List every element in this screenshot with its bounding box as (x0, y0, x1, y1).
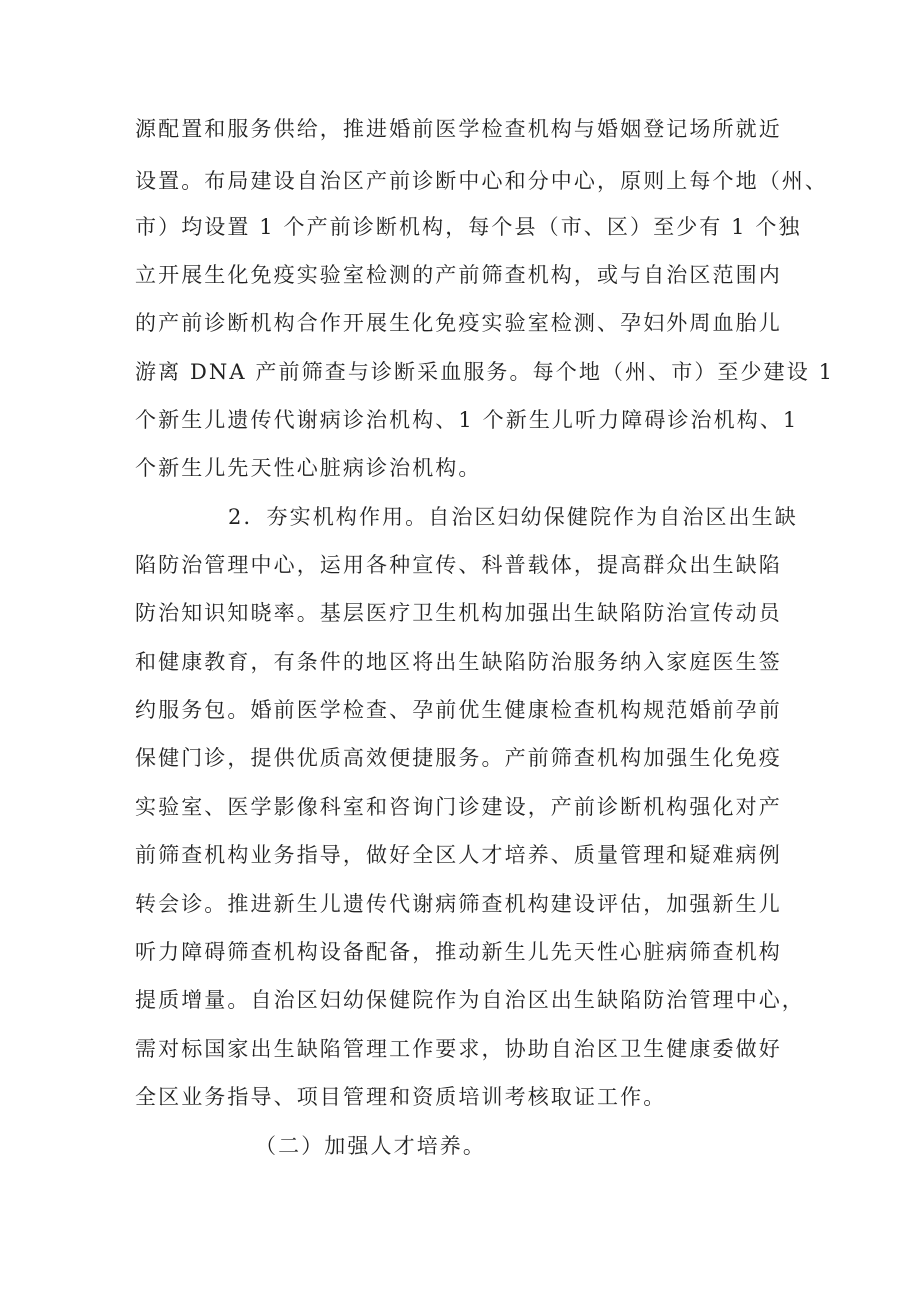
body-text-line: 源配置和服务供给，推进婚前医学检查机构与婚姻登记场所就近 (135, 117, 782, 141)
section-heading: （二）加强人才培养。 (255, 1134, 486, 1158)
body-text-line: 和健康教育，有条件的地区将出生缺陷防治服务纳入家庭医生签 (135, 650, 782, 674)
body-text-line: 防治知识知晓率。基层医疗卫生机构加强出生缺陷防治宣传动员 (135, 601, 782, 625)
body-text-line: 需对标国家出生缺陷管理工作要求，协助自治区卫生健康委做好 (135, 1037, 782, 1061)
body-text-line: 转会诊。推进新生儿遗传代谢病筛查机构建设评估，加强新生儿 (135, 892, 782, 916)
body-text-line: 个新生儿先天性心脏病诊治机构。 (135, 456, 482, 480)
numbered-paragraph-start: 2．夯实机构作用。自治区妇幼保健院作为自治区出生缺 (228, 505, 798, 529)
body-text-line: 的产前诊断机构合作开展生化免疫实验室检测、孕妇外周血胎儿 (135, 311, 782, 335)
body-text-line: 个新生儿遗传代谢病诊治机构、1 个新生儿听力障碍诊治机构、1 (135, 408, 799, 432)
body-text-line: 听力障碍筛查机构设备配备，推动新生儿先天性心脏病筛查机构 (135, 940, 782, 964)
body-text-line: 设置。布局建设自治区产前诊断中心和分中心，原则上每个地（州、 (135, 169, 828, 193)
body-text-line: 市）均设置 1 个产前诊断机构，每个县（市、区）至少有 1 个独 (135, 215, 802, 239)
body-text-line: 陷防治管理中心，运用各种宣传、科普载体，提高群众出生缺陷 (135, 553, 782, 577)
body-text-line: 游离 DNA 产前筛查与诊断采血服务。每个地（州、市）至少建设 1 (135, 360, 835, 384)
body-text-line: 约服务包。婚前医学检查、孕前优生健康检查机构规范婚前孕前 (135, 698, 782, 722)
body-text-line: 立开展生化免疫实验室检测的产前筛查机构，或与自治区范围内 (135, 263, 782, 287)
body-text-line: 保健门诊，提供优质高效便捷服务。产前筛查机构加强生化免疫 (135, 746, 782, 770)
body-text-line: 全区业务指导、项目管理和资质培训考核取证工作。 (135, 1085, 667, 1109)
body-text-line: 实验室、医学影像科室和咨询门诊建设，产前诊断机构强化对产 (135, 795, 782, 819)
body-text-line: 前筛查机构业务指导，做好全区人才培养、质量管理和疑难病例 (135, 843, 782, 867)
body-text-line: 提质增量。自治区妇幼保健院作为自治区出生缺陷防治管理中心， (135, 988, 805, 1012)
